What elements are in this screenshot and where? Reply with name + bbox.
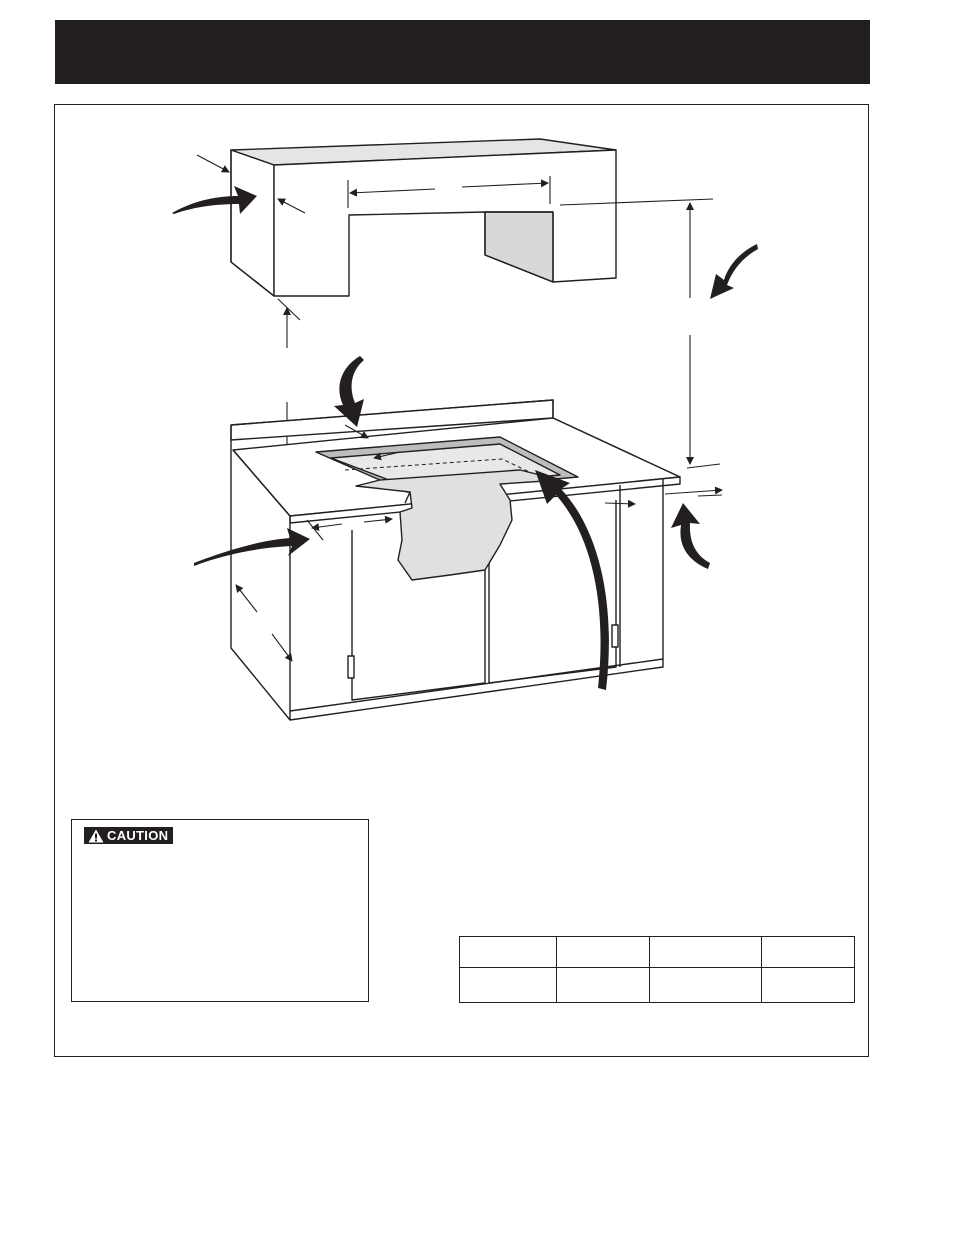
- range-hood: [231, 139, 616, 296]
- table-row: [460, 968, 855, 1003]
- table-header-cell: [557, 937, 650, 968]
- table-cell: [557, 968, 650, 1003]
- table-cell: [762, 968, 855, 1003]
- callout-arrow-cutout: [535, 470, 609, 690]
- warning-triangle-icon: [88, 829, 104, 843]
- table-header-row: [460, 937, 855, 968]
- callout-arrow-cutout-front: [194, 528, 310, 566]
- callout-arrow-height: [710, 244, 758, 299]
- cabinet-depth-dimension: [236, 585, 292, 661]
- caution-box: [71, 819, 369, 1002]
- cutout-front-dimension: [307, 519, 392, 540]
- table-header-cell: [762, 937, 855, 968]
- table-header-cell: [460, 937, 557, 968]
- table-cell: [460, 968, 557, 1003]
- caution-badge: [84, 827, 173, 844]
- spec-table: [459, 936, 855, 1003]
- table-header-cell: [650, 937, 762, 968]
- caution-label: CAUTION: [107, 828, 169, 843]
- callout-arrow-cutout-side: [671, 503, 710, 569]
- table-cell: [650, 968, 762, 1003]
